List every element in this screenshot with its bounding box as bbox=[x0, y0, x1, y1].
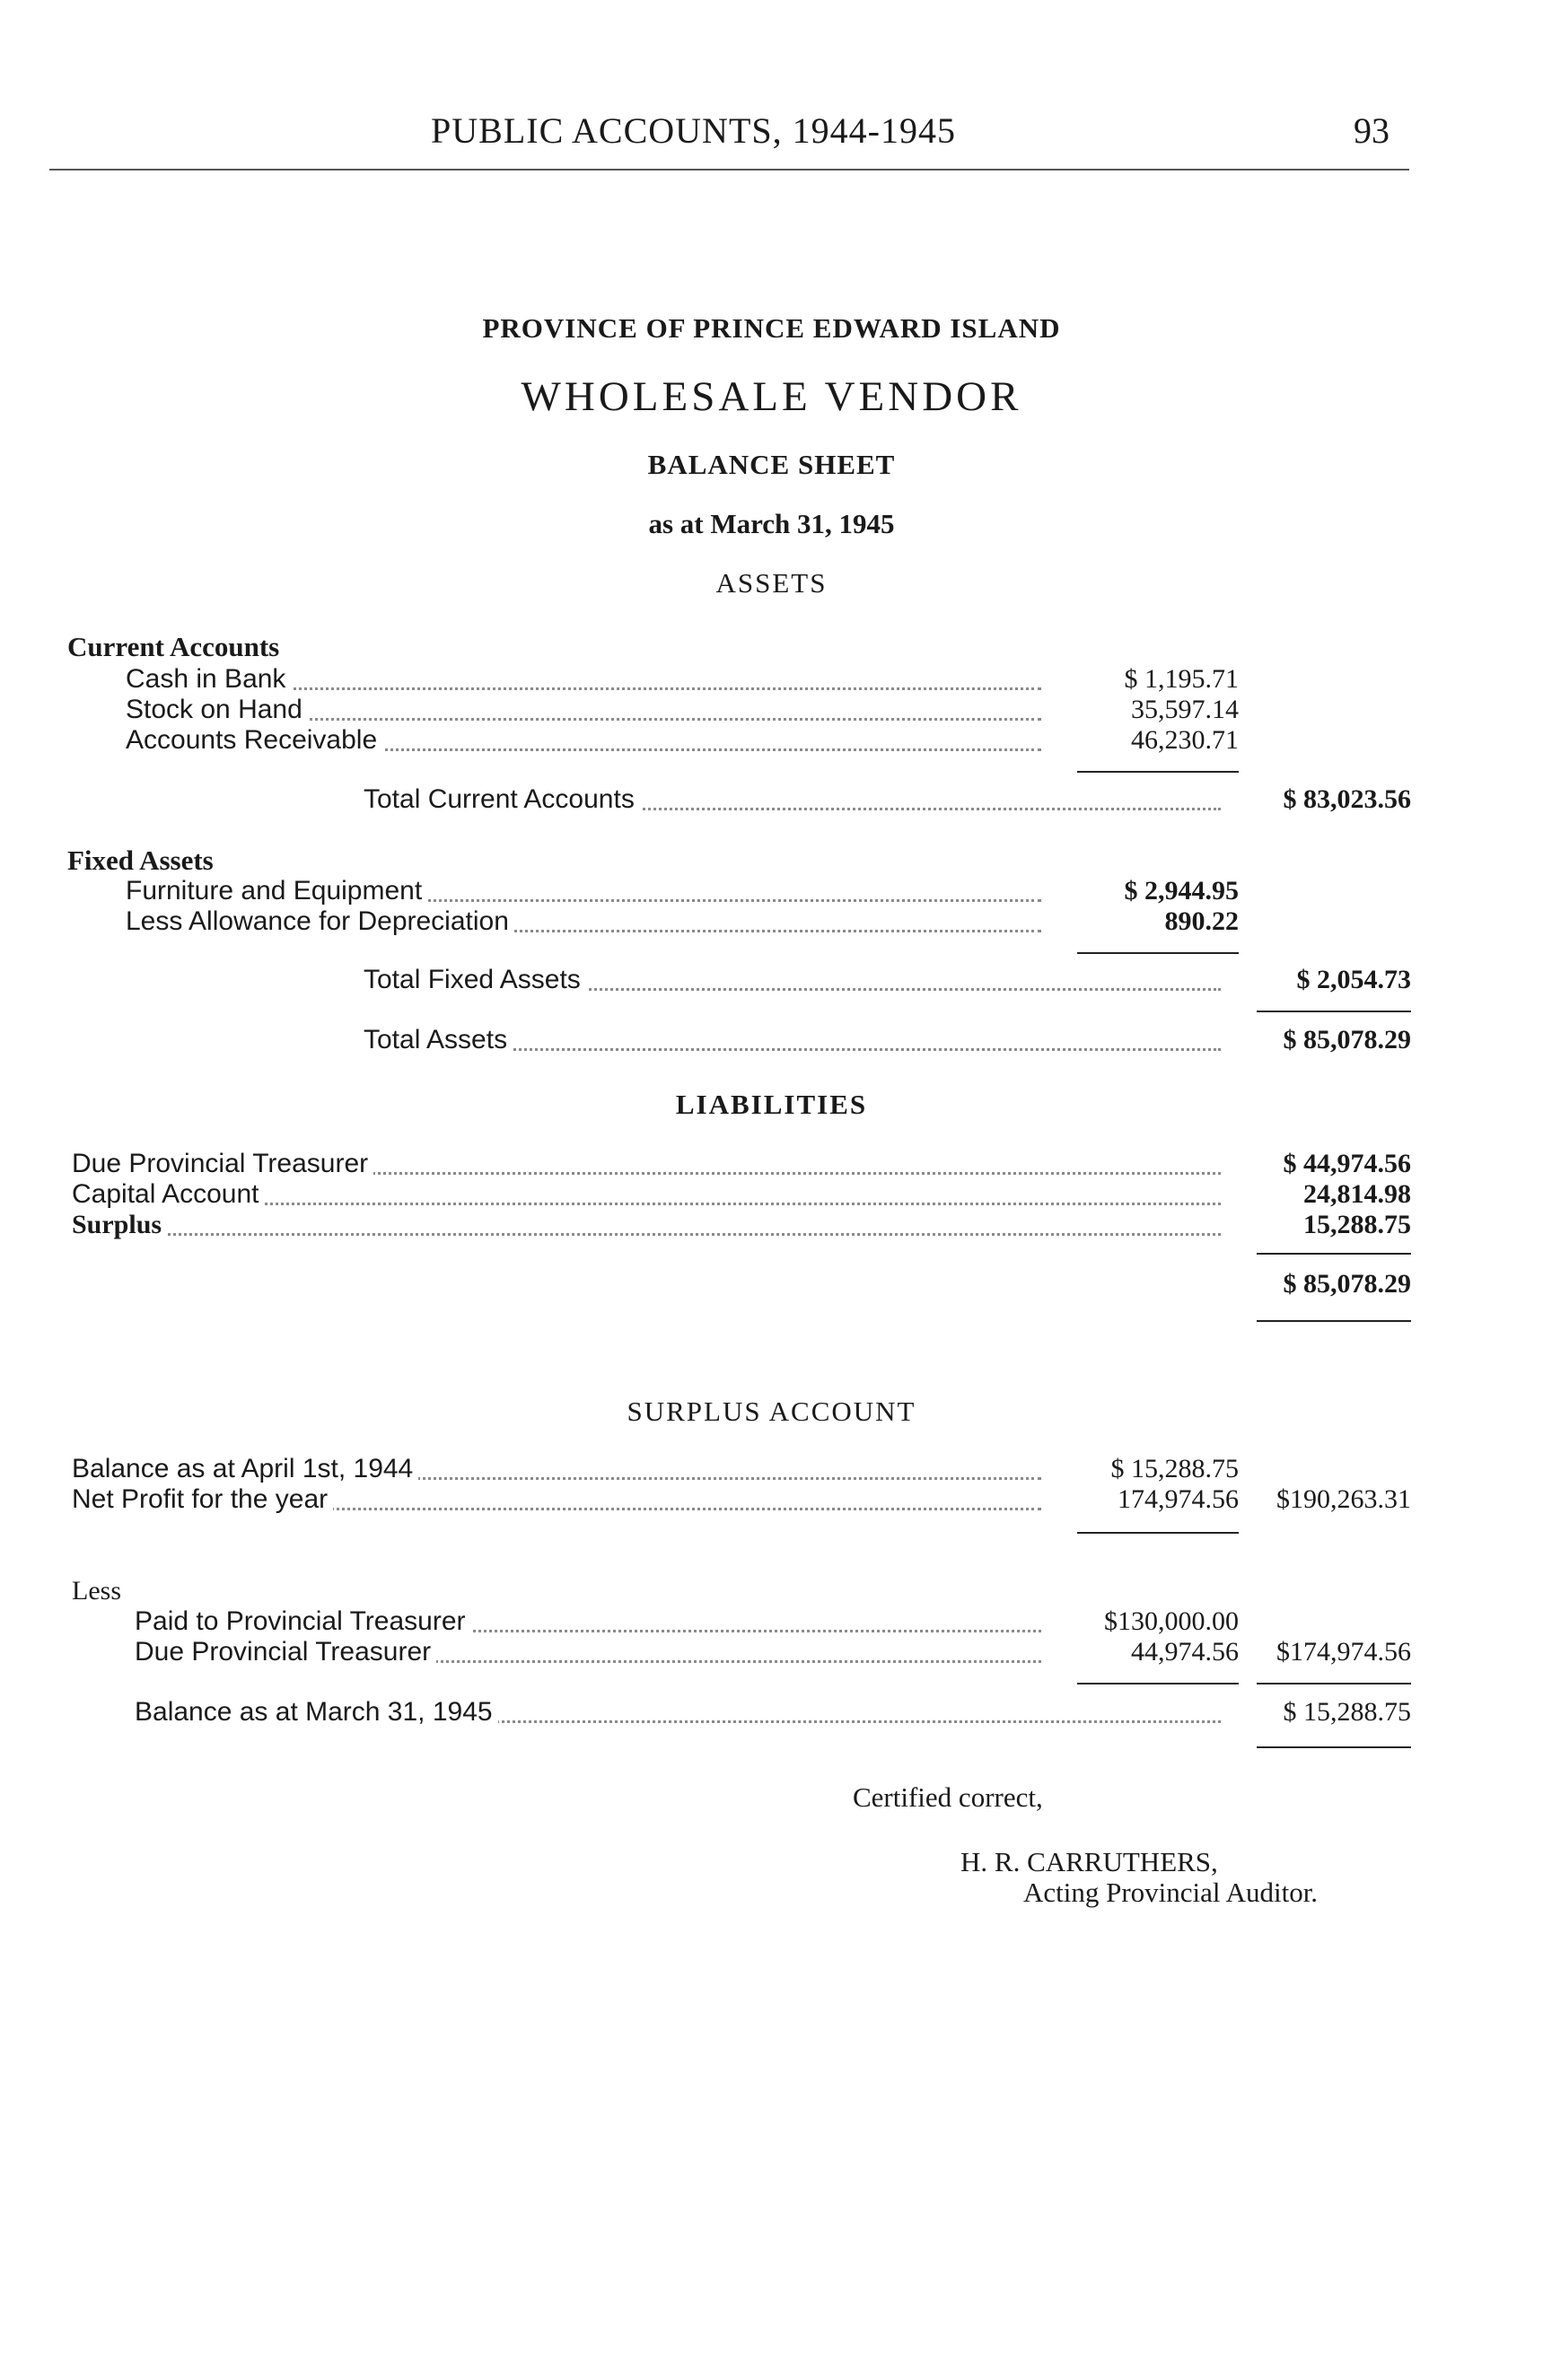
page-number: 93 bbox=[1354, 110, 1390, 151]
line-item-label: Balance as at April 1st, 1944 bbox=[72, 1454, 418, 1484]
fixed-assets-heading: Fixed Assets bbox=[67, 844, 214, 876]
certification-text: Certified correct, bbox=[853, 1781, 1043, 1813]
line-item-net-profit bbox=[72, 1484, 1041, 1520]
total-rule bbox=[1257, 1320, 1411, 1322]
amount-net-profit: 174,974.56 bbox=[1118, 1484, 1239, 1514]
header-rule bbox=[49, 169, 1409, 171]
line-item-due-treasurer bbox=[135, 1637, 1041, 1673]
line-item-label: Stock on Hand bbox=[126, 695, 308, 725]
total-label: Total Fixed Assets bbox=[364, 965, 586, 995]
line-item-label: Due Provincial Treasurer bbox=[72, 1149, 373, 1179]
line-item-label: Surplus bbox=[72, 1210, 167, 1240]
less-total: $174,974.56 bbox=[1276, 1637, 1411, 1667]
amount-cash-in-bank: $ 1,195.71 bbox=[1124, 664, 1239, 694]
amount-due-treasurer: 44,974.56 bbox=[1131, 1637, 1239, 1667]
subtotal-rule bbox=[1077, 952, 1239, 954]
auditor-name: H. R. CARRUTHERS, bbox=[960, 1846, 1218, 1877]
assets-heading: ASSETS bbox=[715, 567, 828, 599]
amount-capital-account: 24,814.98 bbox=[1303, 1179, 1411, 1209]
statement-title: BALANCE SHEET bbox=[647, 449, 896, 480]
line-item-depreciation-allowance bbox=[126, 906, 1041, 942]
amount-depreciation-allowance: 890.22 bbox=[1164, 906, 1239, 936]
line-item-label: Due Provincial Treasurer bbox=[135, 1637, 436, 1667]
running-header-title: PUBLIC ACCOUNTS, 1944-1945 bbox=[431, 110, 956, 151]
line-item-surplus bbox=[72, 1210, 1221, 1246]
subtotal-rule bbox=[1257, 1011, 1411, 1012]
entity-title: WHOLESALE VENDOR bbox=[521, 373, 1022, 420]
closing-balance-label: Balance as at March 31, 1945 bbox=[135, 1697, 498, 1728]
amount-due-provincial-treasurer: $ 44,974.56 bbox=[1283, 1149, 1411, 1178]
closing-balance-row bbox=[135, 1697, 1221, 1733]
total-liabilities: $ 85,078.29 bbox=[1283, 1269, 1411, 1299]
line-item-label: Paid to Provincial Treasurer bbox=[135, 1606, 471, 1637]
total-label: Total Current Accounts bbox=[364, 784, 640, 815]
total-label: Total Assets bbox=[364, 1025, 513, 1055]
line-item-label: Capital Account bbox=[72, 1179, 264, 1210]
less-heading: Less bbox=[72, 1576, 121, 1606]
subtotal-rule bbox=[1077, 771, 1239, 773]
line-item-label: Furniture and Equipment bbox=[126, 876, 427, 906]
total-current-accounts: $ 83,023.56 bbox=[1283, 784, 1411, 814]
line-item-label: Less Allowance for Depreciation bbox=[126, 906, 514, 937]
total-assets: $ 85,078.29 bbox=[1283, 1025, 1411, 1054]
total-fixed-assets-row bbox=[364, 965, 1221, 1001]
amount-surplus: 15,288.75 bbox=[1303, 1210, 1411, 1239]
province-title: PROVINCE OF PRINCE EDWARD ISLAND bbox=[482, 312, 1061, 344]
surplus-account-heading: SURPLUS ACCOUNT bbox=[627, 1396, 916, 1427]
total-fixed-assets: $ 2,054.73 bbox=[1296, 965, 1411, 994]
leader-dots bbox=[72, 1233, 1221, 1236]
current-accounts-heading: Current Accounts bbox=[67, 631, 280, 662]
statement-date: as at March 31, 1945 bbox=[648, 508, 895, 539]
amount-opening-balance: $ 15,288.75 bbox=[1110, 1454, 1239, 1483]
subtotal-rule bbox=[1077, 1683, 1239, 1684]
liabilities-heading: LIABILITIES bbox=[675, 1089, 868, 1120]
line-item-label: Accounts Receivable bbox=[126, 725, 382, 756]
total-assets-row bbox=[364, 1025, 1221, 1061]
total-current-accounts-row bbox=[364, 784, 1221, 820]
subtotal-rule bbox=[1257, 1683, 1411, 1684]
total-rule bbox=[1257, 1746, 1411, 1748]
line-item-label: Cash in Bank bbox=[126, 664, 291, 695]
subtotal-rule bbox=[1077, 1532, 1239, 1534]
subtotal-rule bbox=[1257, 1253, 1411, 1255]
auditor-title: Acting Provincial Auditor. bbox=[1023, 1877, 1319, 1908]
amount-stock-on-hand: 35,597.14 bbox=[1131, 695, 1239, 724]
amount-paid-to-treasurer: $130,000.00 bbox=[1104, 1606, 1239, 1636]
surplus-subtotal: $190,263.31 bbox=[1276, 1484, 1411, 1514]
line-item-label: Net Profit for the year bbox=[72, 1484, 333, 1515]
amount-accounts-receivable: 46,230.71 bbox=[1131, 725, 1239, 755]
amount-furniture-equipment: $ 2,944.95 bbox=[1124, 876, 1239, 906]
line-item-accounts-receivable bbox=[126, 725, 1041, 761]
closing-balance: $ 15,288.75 bbox=[1283, 1697, 1411, 1727]
